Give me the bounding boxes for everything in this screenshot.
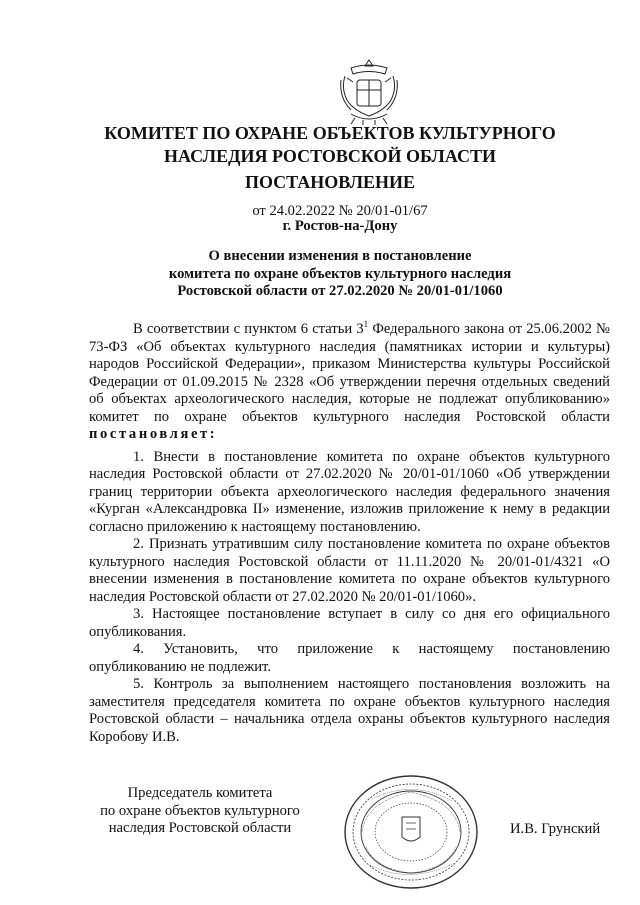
preamble-text-continued: Федерального закона от 25.06.2002 № 73-ФЗ «Об объектах культурного наследия (памятниках истории и культуры) народов Российской Федерации», приказом Министерства культуры Российской Федерации от 01.09.2015 № 2328 «Об утверждении перечня отдельных сведений об объектах археологического наследия, которые не подлежат опубликованию» комитет по охране объектов культурного наследия Ростовской области — [89, 321, 610, 425]
document-body — [89, 321, 610, 746]
official-seal-icon — [342, 773, 480, 891]
clause-5: 5. Контроль за выполнением настоящего постановления возложить на заместителя председателя комитета по охране объектов культурного наследия Ростовской области – начальника отдела охраны объектов культурного наследия Коробову И.В. — [89, 676, 610, 745]
subject-line-3: Ростовской области от 27.02.2020 № 20/01-01/1060 — [177, 283, 503, 299]
position-line-1: Председатель комитета — [127, 785, 273, 801]
document-type: ПОСТАНОВЛЕНИЕ — [244, 172, 416, 192]
decree-word: постановляет: — [89, 426, 218, 442]
signatory-position — [80, 785, 320, 838]
city: г. Ростов-на-Дону — [282, 218, 398, 234]
preamble-paragraph — [89, 321, 610, 444]
subject-line-2: комитета по охране объектов культурного наследия — [168, 265, 512, 282]
organization-line-1: КОМИТЕТ ПО ОХРАНЕ ОБЪЕКТОВ КУЛЬТУРНОГО — [104, 123, 556, 143]
organization-name — [60, 122, 600, 168]
clause-2: 2. Признать утратившим силу постановление комитета по охране объектов культурного наследия Ростовской области от 11.11.2020 № 20/01-01/4321 «О внесении изменения в постановление комитета по охране объектов культурного наследия Ростовской области от 27.02.2020 № 20/01-01/1060». — [89, 536, 610, 605]
position-line-2: по охране объектов культурного — [100, 802, 300, 819]
clause-1: 1. Внести в постановление комитета по охране объектов культурного наследия Ростовской области от 27.02.2020 № 20/01-01/1060 «Об утверждении границ территории объекта археологического наследия федерального значения «Курган «Александровка II» изменение, изложив приложение к нему в редакции согласно приложению к настоящему постановлению. — [89, 448, 610, 535]
subject-line-1: О внесении изменения в постановление — [208, 248, 472, 264]
clause-3: 3. Настоящее постановление вступает в силу со дня его официального опубликования. — [89, 606, 610, 640]
organization-line-2: НАСЛЕДИЯ РОСТОВСКОЙ ОБЛАСТИ — [164, 146, 496, 166]
date-number: от 24.02.2022 № 20/01-01/67 — [252, 203, 428, 219]
position-line-3: наследия Ростовской области — [108, 820, 292, 836]
document-subject — [130, 248, 550, 301]
clause-4: 4. Установить, что приложение к настоящему постановлению опубликованию не подлежит. — [89, 641, 610, 675]
coat-of-arms-icon — [337, 58, 401, 126]
article-superscript: 1 — [363, 319, 369, 330]
preamble-text: В соответствии с пунктом 6 статьи 3 — [133, 321, 364, 337]
signatory-name: И.В. Грунский — [510, 821, 601, 837]
